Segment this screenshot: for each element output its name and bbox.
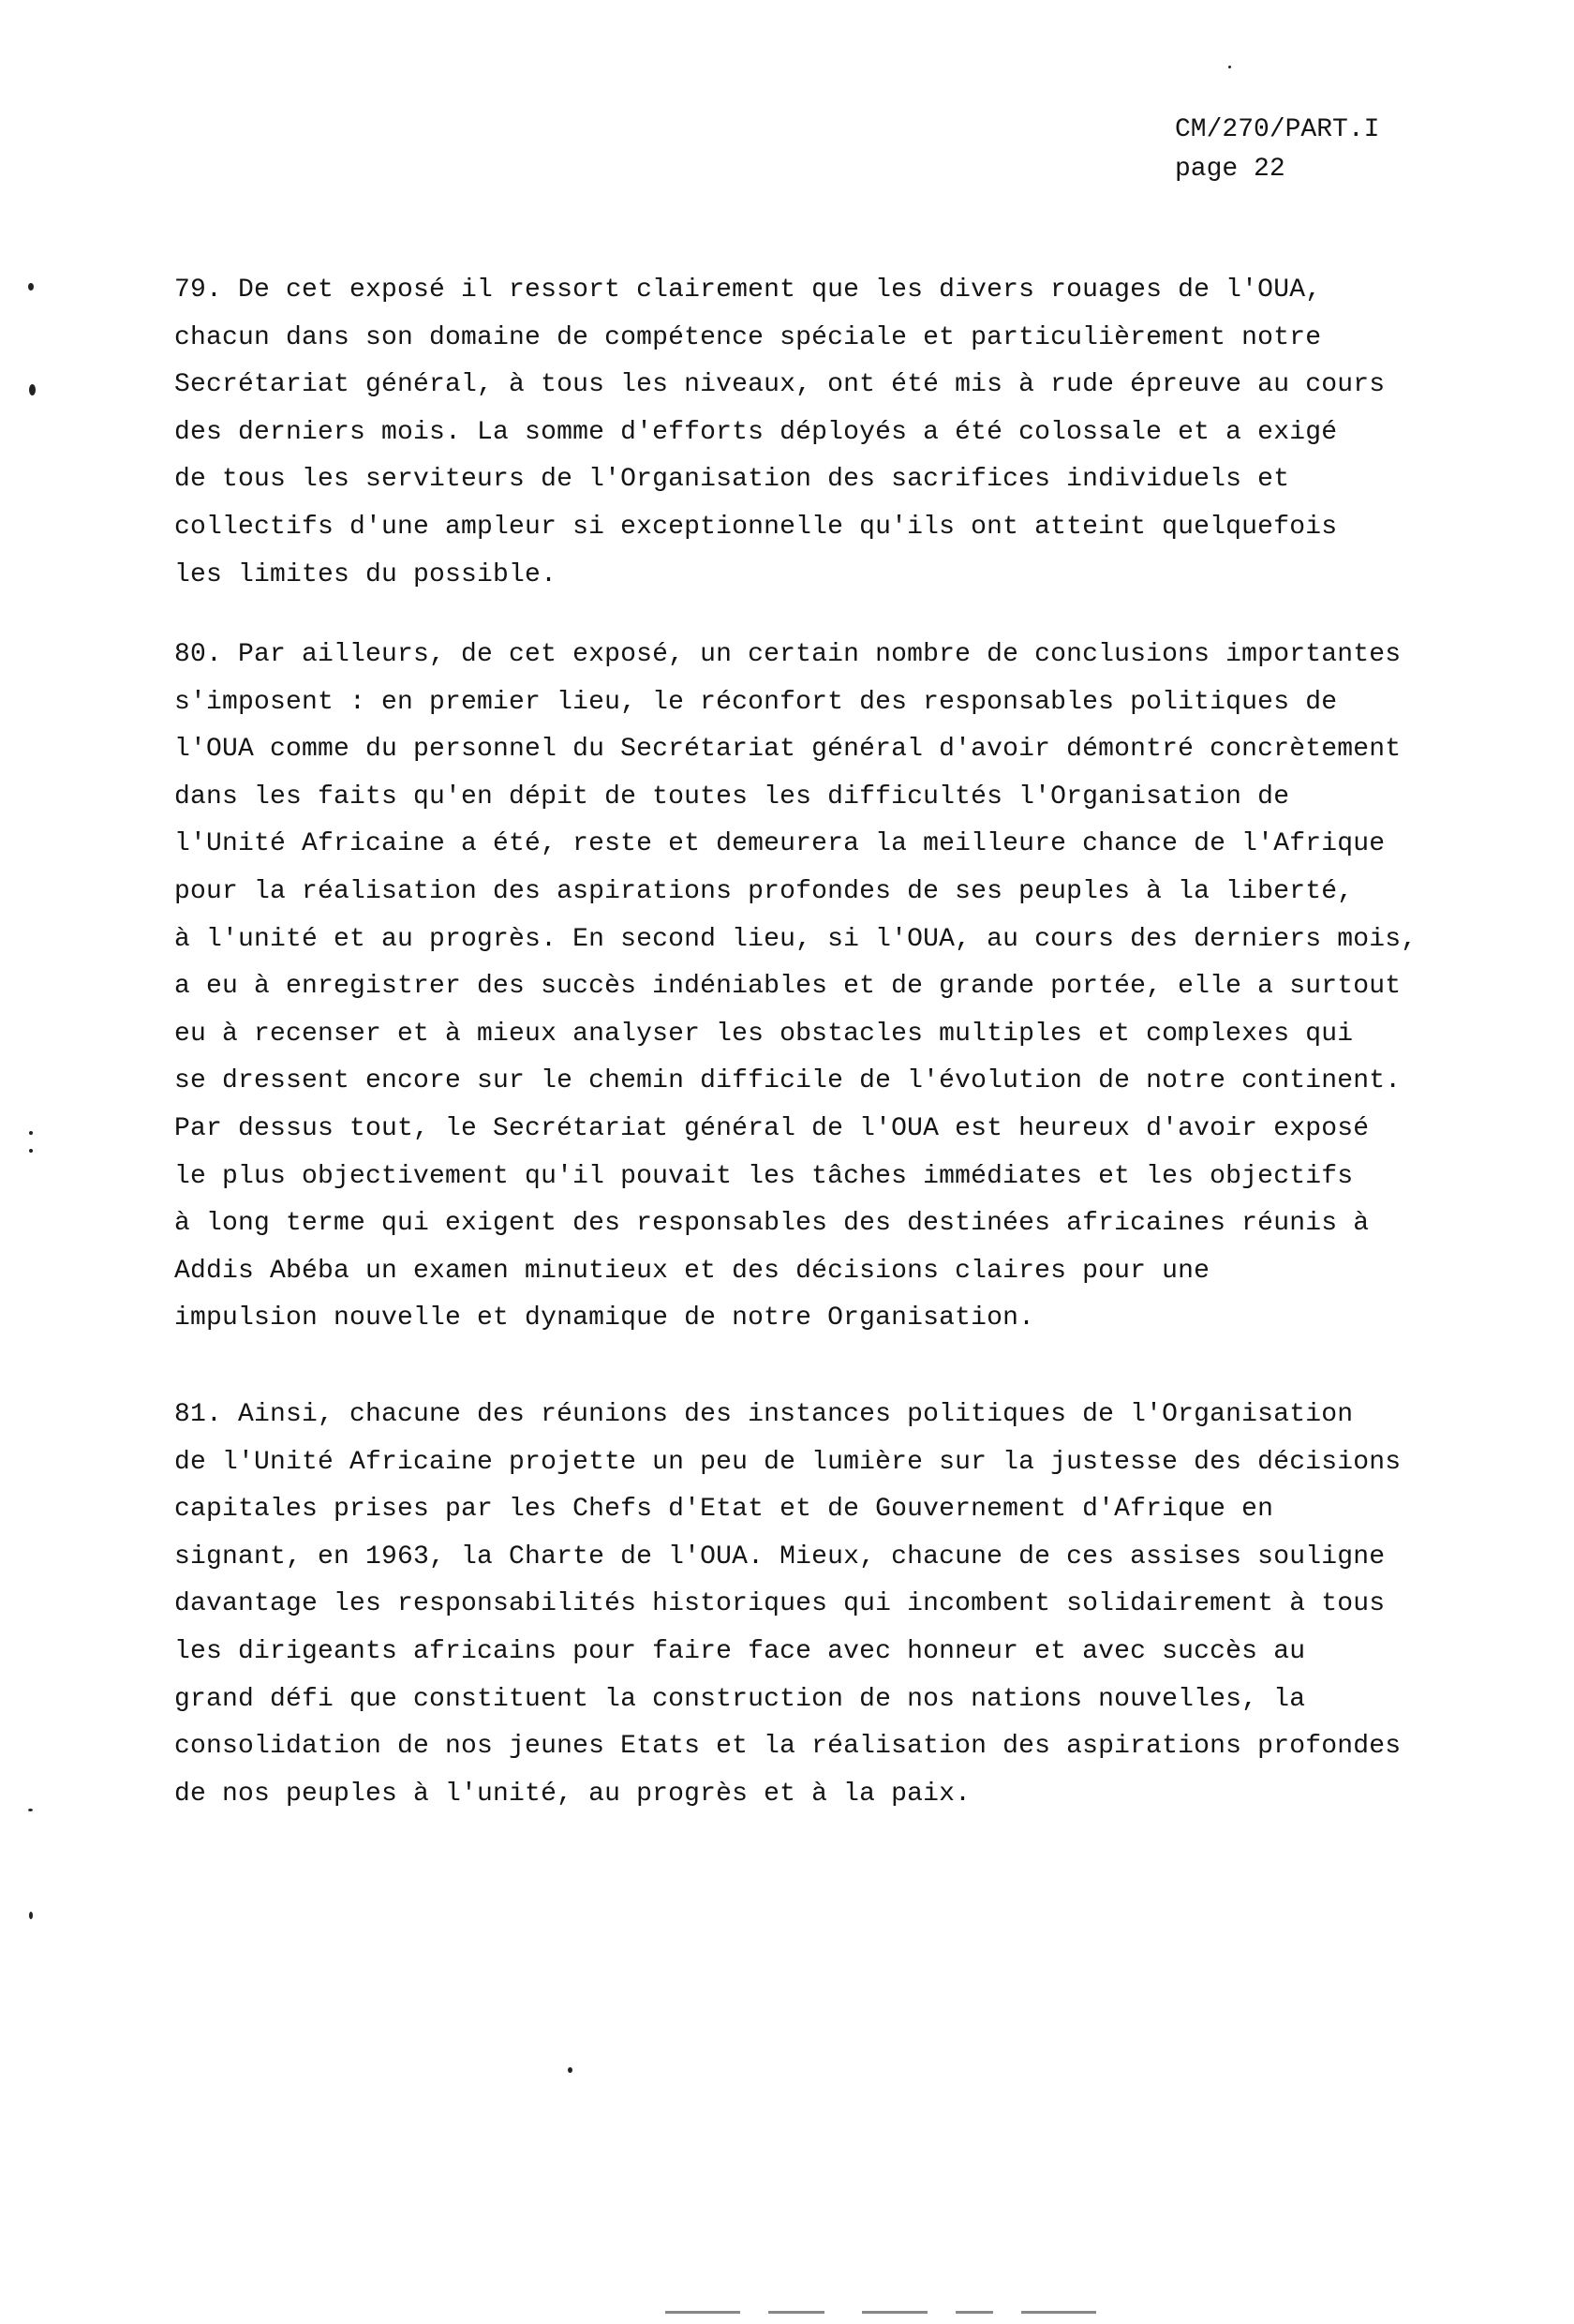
paragraph-79	[174, 267, 1385, 599]
text-line: l'OUA comme du personnel du Secrétariat général d'avoir démontré concrètement	[174, 735, 1402, 765]
scan-speck	[29, 1149, 33, 1153]
text-line: à long terme qui exigent des responsables des destinées africaines réunis à	[174, 1209, 1370, 1239]
text-line: des derniers mois. La somme d'efforts déployés a été colossale et a exigé	[174, 417, 1338, 447]
scan-speck	[29, 1912, 33, 1919]
text-line: grand défi que constituent la construction de nos nations nouvelles, la	[174, 1684, 1306, 1714]
text-line: les limites du possible.	[174, 559, 557, 589]
text-line: les dirigeants africains pour faire face avec honneur et avec succès au	[174, 1636, 1306, 1666]
document-reference	[1175, 111, 1379, 189]
text-line: collectifs d'une ampleur si exceptionnelle qu'ils ont atteint quelquefois	[174, 512, 1338, 542]
text-line: de l'Unité Africaine projette un peu de lumière sur la justesse des décisions	[174, 1447, 1402, 1477]
text-line: 79. De cet exposé il ressort clairement que les divers rouages de l'OUA,	[174, 276, 1322, 305]
reference-code: CM/270/PART.I	[1175, 115, 1380, 144]
scan-speck	[29, 384, 36, 395]
scan-speck	[29, 1131, 33, 1135]
text-line: se dressent encore sur le chemin difficile de l'évolution de notre continent.	[174, 1066, 1402, 1096]
text-line: de nos peuples à l'unité, au progrès et à la paix.	[174, 1779, 972, 1809]
text-line: l'Unité Africaine a été, reste et demeurera la meilleure chance de l'Afrique	[174, 829, 1386, 859]
text-line: s'imposent : en premier lieu, le réconfort des responsables politiques de	[174, 687, 1338, 717]
text-line: chacun dans son domaine de compétence spéciale et particulièrement notre	[174, 322, 1322, 352]
text-line: davantage les responsabilités historiques qui incombent solidairement à tous	[174, 1589, 1386, 1619]
text-line: pour la réalisation des aspirations profondes de ses peuples à la liberté,	[174, 876, 1354, 906]
scan-speck	[568, 2067, 572, 2073]
scan-speck	[1228, 66, 1231, 68]
text-line: capitales prises par les Chefs d'Etat et de Gouvernement d'Afrique en	[174, 1495, 1274, 1525]
scan-speck	[28, 283, 34, 290]
scan-speck	[28, 1809, 33, 1811]
bottom-edge-rule	[665, 2311, 740, 2314]
text-line: Par dessus tout, le Secrétariat général de l'OUA est heureux d'avoir exposé	[174, 1113, 1370, 1143]
text-line: de tous les serviteurs de l'Organisation des sacrifices individuels et	[174, 465, 1290, 495]
text-line: impulsion nouvelle et dynamique de notre Organisation.	[174, 1304, 1035, 1333]
bottom-edge-rule	[862, 2311, 928, 2314]
text-line: a eu à enregistrer des succès indéniables et de grande portée, elle a surtout	[174, 972, 1402, 1002]
bottom-edge-rule	[956, 2311, 993, 2314]
text-line: eu à recenser et à mieux analyser les obstacles multiples et complexes qui	[174, 1019, 1354, 1049]
paragraph-80	[174, 632, 1417, 1343]
text-line: 81. Ainsi, chacune des réunions des instances politiques de l'Organisation	[174, 1400, 1354, 1429]
text-line: consolidation de nos jeunes Etats et la réalisation des aspirations profondes	[174, 1732, 1402, 1762]
bottom-edge-rule	[768, 2311, 824, 2314]
paragraph-81	[174, 1392, 1401, 1818]
text-line: dans les faits qu'en dépit de toutes les difficultés l'Organisation de	[174, 782, 1290, 812]
bottom-edge-rule	[1021, 2311, 1096, 2314]
text-line: signant, en 1963, la Charte de l'OUA. Mieux, chacune de ces assises souligne	[174, 1542, 1386, 1572]
text-line: Secrétariat général, à tous les niveaux, ont été mis à rude épreuve au cours	[174, 370, 1386, 400]
text-line: le plus objectivement qu'il pouvait les tâches immédiates et les objectifs	[174, 1161, 1354, 1191]
text-line: 80. Par ailleurs, de cet exposé, un certain nombre de conclusions importantes	[174, 640, 1402, 669]
page-number: page 22	[1175, 155, 1285, 184]
text-line: Addis Abéba un examen minutieux et des décisions claires pour une	[174, 1256, 1210, 1286]
text-line: à l'unité et au progrès. En second lieu, si l'OUA, au cours des derniers mois,	[174, 924, 1418, 954]
